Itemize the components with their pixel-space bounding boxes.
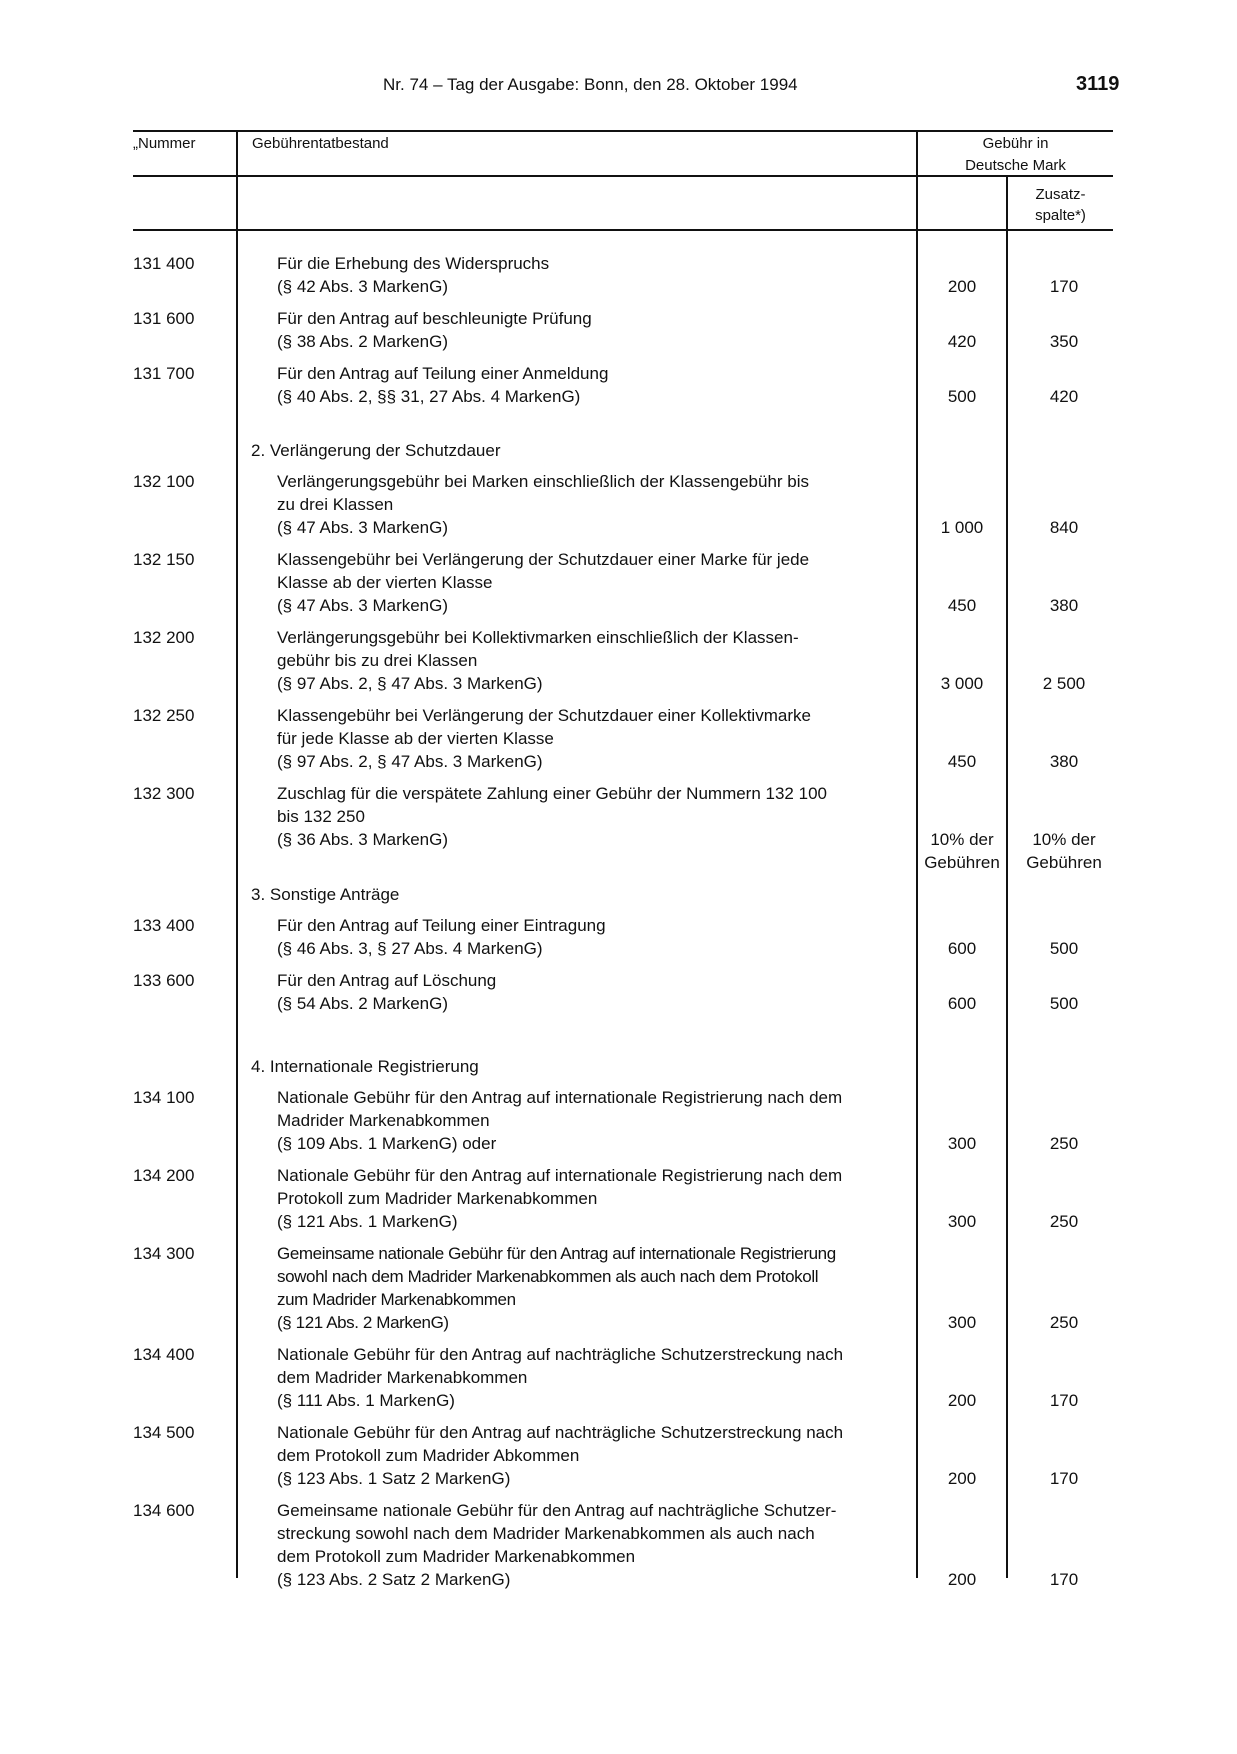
description-line: (§ 40 Abs. 2, §§ 31, 27 Abs. 4 MarkenG)	[277, 387, 581, 406]
description-line: (§ 123 Abs. 1 Satz 2 MarkenG)	[277, 1469, 511, 1488]
description-line: (§ 97 Abs. 2, § 47 Abs. 3 MarkenG)	[277, 674, 543, 693]
extra-amount: 250	[1049, 1313, 1079, 1332]
description-line: (§ 111 Abs. 1 MarkenG)	[277, 1391, 455, 1410]
description-line: sowohl nach dem Madrider Markenabkommen als auch nach dem Protokoll	[277, 1267, 819, 1286]
description-line: (§ 47 Abs. 3 MarkenG)	[277, 518, 449, 537]
description-line: zum Madrider Markenabkommen	[277, 1290, 516, 1309]
fee-description	[277, 914, 907, 960]
fee-number: 131 700	[133, 364, 195, 383]
fee-number: 133 400	[133, 916, 195, 935]
fee-amount: 200	[947, 277, 977, 296]
description-line: (§ 36 Abs. 3 MarkenG)	[277, 830, 449, 849]
fee-amount-line1: 10% der	[930, 830, 994, 849]
description-line: Madrider Markenabkommen	[277, 1111, 490, 1130]
extra-amount: 250	[1049, 1212, 1079, 1231]
fee-description	[277, 1086, 907, 1155]
fee-number: 134 400	[133, 1345, 195, 1364]
description-line: Verlängerungsgebühr bei Kollektivmarken einschließlich der Klassen-	[277, 628, 799, 647]
description-line: (§ 97 Abs. 2, § 47 Abs. 3 MarkenG)	[277, 752, 543, 771]
col-header-extra	[1008, 184, 1113, 226]
description-line: (§ 42 Abs. 3 MarkenG)	[277, 277, 449, 296]
col-header-fee	[918, 133, 1113, 177]
fee-description	[277, 470, 907, 539]
col-header-description: Gebührentatbestand	[252, 135, 389, 152]
fee-description	[277, 1164, 907, 1233]
section-heading: 3. Sonstige Anträge	[251, 885, 400, 904]
fee-number: 132 100	[133, 472, 195, 491]
fee-number: 132 300	[133, 784, 195, 803]
fee-amount: 1 000	[940, 518, 984, 537]
description-line: Für den Antrag auf Teilung einer Anmeldung	[277, 364, 609, 383]
description-line: (§ 46 Abs. 3, § 27 Abs. 4 MarkenG)	[277, 939, 543, 958]
fee-description	[277, 704, 907, 773]
fee-number: 134 100	[133, 1088, 195, 1107]
fee-amount: 450	[947, 596, 977, 615]
description-line: Protokoll zum Madrider Markenabkommen	[277, 1189, 598, 1208]
description-line: (§ 47 Abs. 3 MarkenG)	[277, 596, 449, 615]
extra-amount: 500	[1049, 939, 1079, 958]
fee-description	[277, 1499, 907, 1591]
col-header-number: „Nummer	[133, 135, 196, 152]
description-line: für jede Klasse ab der vierten Klasse	[277, 729, 554, 748]
fee-description	[277, 626, 907, 695]
extra-amount: 500	[1049, 994, 1079, 1013]
fee-description	[277, 307, 907, 353]
description-line: Gemeinsame nationale Gebühr für den Antrag auf internationale Registrierung	[277, 1244, 836, 1263]
running-header	[0, 75, 1237, 99]
extra-amount: 350	[1049, 332, 1079, 351]
description-line: Klassengebühr bei Verlängerung der Schutzdauer einer Kollektivmarke	[277, 706, 811, 725]
description-line: Für die Erhebung des Widerspruchs	[277, 254, 550, 273]
fee-amount: 300	[947, 1134, 977, 1153]
description-line: (§ 121 Abs. 1 MarkenG)	[277, 1212, 458, 1231]
description-line: Nationale Gebühr für den Antrag auf internationale Registrierung nach dem	[277, 1088, 843, 1107]
description-line: Nationale Gebühr für den Antrag auf nachträgliche Schutzerstreckung nach	[277, 1423, 844, 1442]
fee-number: 134 200	[133, 1166, 195, 1185]
col-header-extra-line2: spalte*)	[1035, 207, 1086, 224]
description-line: zu drei Klassen	[277, 495, 394, 514]
col-header-fee-line2: Deutsche Mark	[965, 157, 1066, 174]
extra-amount: 840	[1049, 518, 1079, 537]
fee-amount: 600	[947, 994, 977, 1013]
description-line: Für den Antrag auf Löschung	[277, 971, 497, 990]
header-bottom-rule	[133, 229, 1113, 231]
extra-amount: 420	[1049, 387, 1079, 406]
fee-number: 134 600	[133, 1501, 195, 1520]
fee-amount: 200	[947, 1391, 977, 1410]
col-header-extra-line1: Zusatz-	[1035, 186, 1086, 203]
description-line: Für den Antrag auf Teilung einer Eintragung	[277, 916, 606, 935]
description-line: Verlängerungsgebühr bei Marken einschließlich der Klassengebühr bis	[277, 472, 810, 491]
fee-description	[277, 782, 907, 851]
fee-amount	[918, 828, 1006, 874]
fee-number: 132 200	[133, 628, 195, 647]
description-line: Klassengebühr bei Verlängerung der Schutzdauer einer Marke für jede	[277, 550, 810, 569]
fee-description	[277, 1242, 907, 1334]
fee-description	[277, 969, 907, 1015]
extra-amount-line2: Gebühren	[1026, 853, 1102, 872]
extra-amount	[1008, 828, 1120, 874]
fee-amount: 3 000	[940, 674, 984, 693]
col-divider-number	[236, 130, 238, 1578]
description-line: Für den Antrag auf beschleunigte Prüfung	[277, 309, 592, 328]
fee-description	[277, 1421, 907, 1490]
fee-number: 131 400	[133, 254, 195, 273]
fee-number: 134 300	[133, 1244, 195, 1263]
extra-amount: 170	[1049, 1391, 1079, 1410]
fee-number: 131 600	[133, 309, 195, 328]
fee-amount: 300	[947, 1212, 977, 1231]
fee-amount: 600	[947, 939, 977, 958]
extra-amount: 170	[1049, 277, 1079, 296]
col-header-fee-line1: Gebühr in	[982, 135, 1049, 152]
description-line: bis 132 250	[277, 807, 365, 826]
description-line: streckung sowohl nach dem Madrider Markenabkommen als auch nach	[277, 1524, 815, 1543]
fee-description	[277, 548, 907, 617]
fee-amount: 200	[947, 1469, 977, 1488]
fee-amount: 420	[947, 332, 977, 351]
fee-amount: 450	[947, 752, 977, 771]
fee-description	[277, 252, 907, 298]
section-heading: 2. Verlängerung der Schutzdauer	[251, 441, 501, 460]
description-line: (§ 109 Abs. 1 MarkenG) oder	[277, 1134, 497, 1153]
description-line: (§ 121 Abs. 2 MarkenG)	[277, 1313, 449, 1332]
description-line: Nationale Gebühr für den Antrag auf internationale Registrierung nach dem	[277, 1166, 843, 1185]
description-line: (§ 123 Abs. 2 Satz 2 MarkenG)	[277, 1570, 511, 1589]
description-line: (§ 54 Abs. 2 MarkenG)	[277, 994, 449, 1013]
fee-number: 134 500	[133, 1423, 195, 1442]
description-line: Gemeinsame nationale Gebühr für den Antrag auf nachträgliche Schutzer-	[277, 1501, 837, 1520]
section-heading: 4. Internationale Registrierung	[251, 1057, 479, 1076]
description-line: (§ 38 Abs. 2 MarkenG)	[277, 332, 449, 351]
extra-amount-line1: 10% der	[1032, 830, 1096, 849]
extra-amount: 170	[1049, 1570, 1079, 1589]
fee-number: 132 250	[133, 706, 195, 725]
extra-amount: 380	[1049, 752, 1079, 771]
fee-amount-line2: Gebühren	[924, 853, 1000, 872]
extra-amount: 380	[1049, 596, 1079, 615]
header-title: Nr. 74 – Tag der Ausgabe: Bonn, den 28. Oktober 1994	[383, 75, 798, 94]
description-line: gebühr bis zu drei Klassen	[277, 651, 478, 670]
fee-description	[277, 1343, 907, 1412]
description-line: dem Protokoll zum Madrider Markenabkommen	[277, 1547, 636, 1566]
extra-amount: 2 500	[1042, 674, 1086, 693]
description-line: dem Madrider Markenabkommen	[277, 1368, 528, 1387]
fee-number: 132 150	[133, 550, 195, 569]
fee-description	[277, 362, 907, 408]
extra-amount: 250	[1049, 1134, 1079, 1153]
page-number: 3119	[1076, 73, 1120, 95]
description-line: Zuschlag für die verspätete Zahlung einer Gebühr der Nummern 132 100	[277, 784, 827, 803]
description-line: dem Protokoll zum Madrider Abkommen	[277, 1446, 580, 1465]
extra-amount: 170	[1049, 1469, 1079, 1488]
fee-number: 133 600	[133, 971, 195, 990]
table-top-rule	[133, 130, 1113, 132]
fee-amount: 500	[947, 387, 977, 406]
description-line: Klasse ab der vierten Klasse	[277, 573, 493, 592]
fee-amount: 300	[947, 1313, 977, 1332]
description-line: Nationale Gebühr für den Antrag auf nachträgliche Schutzerstreckung nach	[277, 1345, 844, 1364]
fee-amount: 200	[947, 1570, 977, 1589]
